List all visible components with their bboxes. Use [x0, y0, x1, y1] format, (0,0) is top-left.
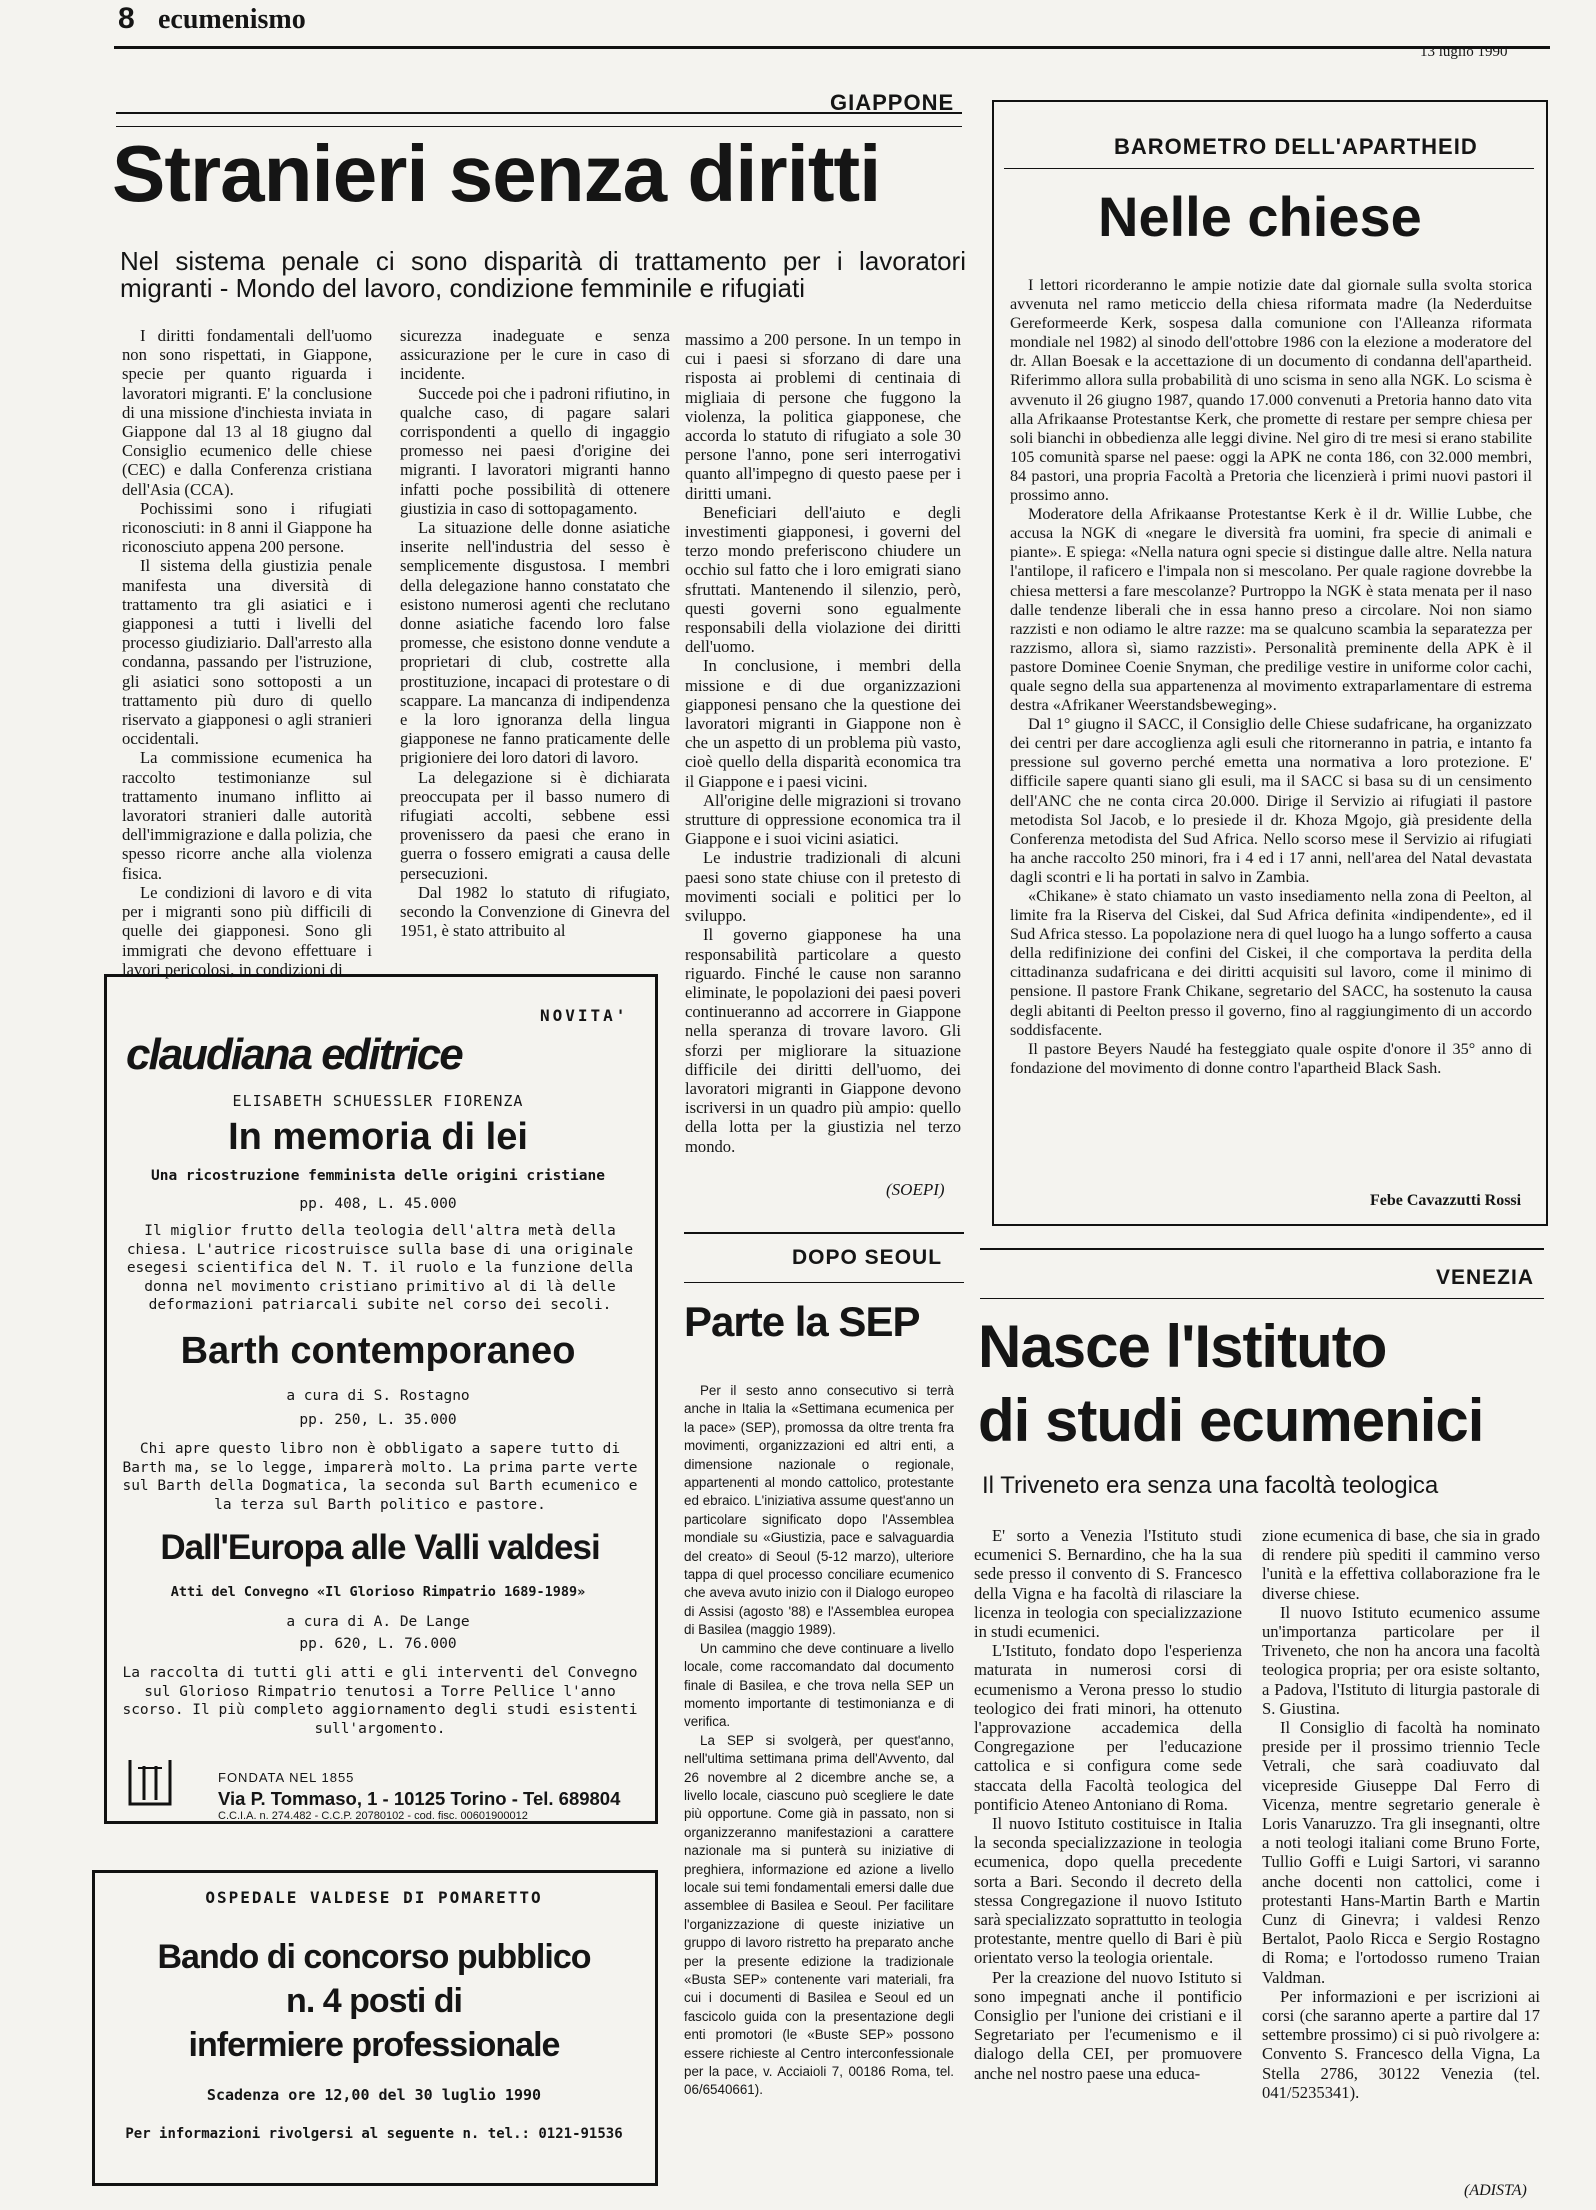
issue-date: 13 luglio 1990	[1420, 44, 1508, 60]
art1-col3-para: In conclusione, i membri della missione e di due organizzazioni giapponesi pensano che la questione dei lavoratori migranti in Giappone non è che un aspetto di un problema più vasto, cioè quello della disparità economica tra il Giappone e i paesi vicini.	[685, 656, 961, 791]
art1-col1-para: I diritti fondamentali dell'uomo non sono rispettati, in Giappone, specie per quanto riguarda i lavoratori migranti. E' la conclusione di una missione d'inchiesta inviata in Giappone dal 13 al 18 giugno dal Consiglio ecumenico delle chiese (CEC) e dalla Conferenza cristiana dell'Asia (CCA).	[122, 326, 372, 499]
ad1-book1-desc: Il miglior frutto della teologia dell'altra metà della chiesa. L'autrice ricostruisce sulla base di una originale esegesi scientifica del N. T. il ruolo e la funzione della donna nel movimento cristiano primitivo al di là delle deformazioni patriarcali subite nel corso dei secoli.	[126, 1223, 634, 1313]
art2-para: Il pastore Beyers Naudé ha festeggiato quale ospite d'onore il 35° anno di fondazione del movimento di donne contro l'apartheid Black Sash.	[1010, 1039, 1532, 1077]
art1-col3-para: Il governo giapponese ha una responsabilità particolare a questo riguardo. Finché le cause non saranno eliminate, le popolazioni dei paesi poveri continueranno ad accorrere in Giappone nella speranza di trovare lavoro. Gli sforzi per migliorare la situazione difficile dei diritti dell'uomo, dei lavoratori migranti in Giappone devono iscriversi in un quadro più ampio: quello della lotta per la giustizia nel terzo mondo.	[685, 925, 961, 1156]
art4-col1-para: Per la creazione del nuovo Istituto si sono impegnati anche il pontificio Consiglio per l'unione dei cristiani e il Segretariato per l'ecumenismo e il dialogo della CEI, per promuovere anche nel nostro paese una educa-	[974, 1967, 1242, 2083]
art1-col3-para: Le industrie tradizionali di alcuni paesi sono state chiuse con il pretesto di movimenti sociali e politici per lo sviluppo.	[685, 848, 961, 926]
art1-col1-para: Pochissimi sono i rifugiati riconosciuti: in 8 anni il Giappone ha riconosciuto appena 200 persone.	[122, 498, 372, 557]
ad1-address: Via P. Tommaso, 1 - 10125 Torino - Tel. 689804	[218, 1788, 621, 1809]
ad1-book1-subtitle: Una ricostruzione femminista delle origini cristiane	[151, 1168, 605, 1184]
ad1-book2-pages: pp. 250, L. 35.000	[299, 1412, 457, 1428]
art3-para: Un cammino che deve continuare a livello locale, come raccomandato dal documento finale di Basilea, e che trova nella SEP un momento importante di testimonianza e di verifica.	[684, 1640, 954, 1730]
ad1-novita: NOVITA'	[540, 1006, 629, 1025]
art1-col1-para: Il sistema della giustizia penale manifesta una diversità di trattamento tra gli asiatici e i giapponesi a tutti i livelli del processo giudiziario. Dall'arresto alla condanna, passando per l'istruzione, gli asiatici sono sottoposti a un trattamento più duro di quello riservato a giapponesi o agli stranieri occidentali.	[122, 556, 372, 749]
ad2-deadline: Scadenza ore 12,00 del 30 luglio 1990	[206, 2086, 542, 2104]
art2-para: Moderatore della Afrikaanse Protestantse Kerk è il dr. Willie Lubbe, che accusa la NGK di «negare le diversità fra uomini, fra specie di animali e piante». E spiega: «Nella natura ogni specie si distingue dalle altre. Nella natura l'antilope, il raficero e l'impala non si mescolano. Per quale ragione dovrebbe la chiesa mettersi a fare mescolanze? Purtroppo la NGK è stata menata per il naso dalle tendenze liberali che in essa hanno preso a circolare. Noi non siamo razzisti e non odiamo le altre razze: ma se qualcuno scambia la separatezza per razzismo, allora sì, siamo razzisti». Personalità preminente della APK è il pastore Dominee Coenie Snyman, che predilige vestire in uniforme color cachi, quale segno della sua appartenenza al movimento extraparlamentare di estrema destra «Afrikaner Weerstandsbeweging».	[1010, 505, 1532, 715]
art4-col1	[974, 1526, 1242, 2083]
art3-title: Parte la SEP	[684, 1298, 920, 1345]
ad1-book2-editor: a cura di S. Rostagno	[286, 1388, 470, 1404]
art1-col2-para: Dal 1982 lo statuto di rifugiato, secondo la Convenzione di Ginevra del 1951, è stato attribuito al	[400, 882, 670, 941]
ad1-book1-pages: pp. 408, L. 45.000	[299, 1196, 457, 1212]
ad1-book2-desc: Chi apre questo libro non è obbligato a sapere tutto di Barth ma, se lo legge, imparerà molto. La prima parte verte sul Barth della Dogmatica, la seconda sul Barth ecumenico e la terza sul Barth politico e pastore.	[122, 1441, 638, 1513]
art2-title: Nelle chiese	[1098, 185, 1422, 248]
art1-credit: (SOEPI)	[886, 1180, 945, 1199]
art1-col3-para: Beneficiari dell'aiuto e degli investimenti giapponesi, i governi del terzo mondo preferiscono chiudere un occhio sul fatto che i loro emigrati siano sfruttati. Mantenendo il silenzio, però, questi governi sono egualmente responsabili della violazione dei diritti dell'uomo.	[685, 502, 961, 657]
art1-col3	[685, 330, 961, 1156]
art1-col2-para: La situazione delle donne asiatiche inserite nell'industria del sesso è semplicemente disgustosa. I membri della delegazione hanno constatato che esistono numerosi agenti che reclutano donne asiatiche facendo loro false promesse, che esistono donne vendute a proprietari di club, costrette alla prostituzione, incapaci di protestare o di scappare. La mancanza di indipendenza e la loro ignoranza della lingua giapponese ne fanno praticamente delle prigioniere dei loro datori di lavoro.	[400, 518, 670, 768]
ad1-book3-subtitle: Atti del Convegno «Il Glorioso Rimpatrio 1689-1989»	[170, 1584, 586, 1600]
art1-col1	[122, 326, 372, 979]
art3-kicker-rule	[684, 1282, 964, 1283]
art1-col3-para: All'origine delle migrazioni si trovano strutture di oppressione economica tra il Giappone e i suoi vicini asiatici.	[685, 790, 961, 849]
art4-title-line1: Nasce l'Istituto	[978, 1313, 1387, 1380]
art4-col1-para: L'Istituto, fondato dopo l'esperienza maturata in numerosi corsi di ecumenismo a Verona presso lo studio teologico dei frati minori, ha ottenuto l'approvazione accademica della Congregazione per l'educazione cattolica e si configura come sede staccata della Facoltà teologica del pontificio Ateneo Antoniano di Roma.	[974, 1641, 1242, 1814]
claudiana-logo: claudiana editrice	[126, 1030, 462, 1079]
ad1-book3-title: Dall'Europa alle Valli valdesi	[160, 1528, 600, 1567]
header-rule	[114, 46, 1550, 49]
art3-body	[684, 1382, 954, 2100]
art4-col2-para: zione ecumenica di base, che sia in grado di rendere più spediti il cammino verso l'unità e la effettiva collaborazione fra le diverse chiese.	[1262, 1526, 1540, 1603]
art4-col2	[1262, 1526, 1540, 2102]
art1-kicker-rule	[116, 126, 962, 127]
art2-kicker-rule	[1004, 168, 1534, 169]
art2-author: Febe Cavazzutti Rossi	[1370, 1192, 1522, 1209]
art3-kicker: DOPO SEOUL	[792, 1246, 943, 1269]
art1-col2-para: Succede poi che i padroni rifiutino, in qualche caso, di pagare salari corrispondenti a quello di ingaggio promesso nei paesi d'origine dei migranti. I lavoratori migranti hanno infatti poche possibilità di ottenere giustizia in caso di sottopagamento.	[400, 383, 670, 518]
ad1-book2-title: Barth contemporaneo	[180, 1330, 576, 1372]
ad2-info: Per informazioni rivolgersi al seguente n. tel.: 0121-91536	[125, 2126, 623, 2142]
art4-col2-para: Il nuovo Istituto ecumenico assume un'importanza particolare per il Triveneto, che non ha ancora una facoltà teologica propria; per ora esiste soltanto, a Padova, l'Istituto di liturgia pastorale di S. Giustina.	[1262, 1602, 1540, 1718]
art2-para: Dal 1° giugno il SACC, il Consiglio delle Chiese sudafricane, ha organizzato dei centri per dare accoglienza agli esuli che ritorneranno in patria, e intanto fa pressione sul governo perché emetta una normativa a loro protezione. E' difficile sapere quanti siano gli esuli, ma il SACC si basa su di un censimento dell'ANC che ne conta circa 20.000. Dirige il Servizio ai rifugiati il pastore metodista Sol Jacob, e lo presiede il dr. Khoza Mgojo, già presidente della Conferenza metodista del Sud Africa. Nello scorso mese il Servizio ai rifugiati ha anche raccolto 250 minori, fra i 4 ed i 17 anni, nell'area del Natal devastata dagli scontri e li ha portati in salvo in Zambia.	[1010, 715, 1532, 886]
ad1-book3-editor: a cura di A. De Lange	[286, 1614, 470, 1630]
art2-para: I lettori ricorderanno le ampie notizie date dal giornale sulla svolta storica avvenuta nel ramo meticcio della chiesa riformata madre (la Nederduitse Gereformeerde Kerk, sospesa dalla comunione con l'Alleanza riformata mondiale nel 1982) al sinodo dell'ottobre 1986 con la elezione a moderatore del dr. Allan Boesak e la accettazione di un documento di condanna dell'apartheid. Riferimmo allora sulla probabilità di uno scisma in seno alla NGK. Lo scisma è avvenuto il 26 giugno 1987, quando 17.000 convenuti a Pretoria hanno dato vita alla Afrikaanse Protestantse Kerk, che promette di restare per sempre chiesa per soli bianchi in obbedienza alle leggi divine. Nel giro di tre mesi si erano stabilite 105 comunità sparse nel paese: oggi la APK ne conta 186, con 32.000 membri, 84 pastori, una propria Facoltà a Pretoria che licenzierà i primi nuovi pastori il prossimo anno.	[1010, 276, 1532, 505]
ad1-founded: FONDATA NEL 1855	[218, 1770, 355, 1785]
art4-top-rule	[980, 1248, 1544, 1250]
art4-col2-para: Il Consiglio di facoltà ha nominato preside per il prossimo triennio Tecle Vetrali, che sarà coadiuvato dal vicepreside Giuseppe Dal Ferro di Vicenza, mentre segretario generale è Loris Vanaruzzo. Tra gli insegnanti, oltre a noti teologi italiani come Bruno Forte, Tullio Goffi e Luigi Sartori, vi saranno anche docenti non cattolici, come i protestanti Hans-Martin Barth e Martin Cunz di Ginevra; i valdesi Renzo Bertalot, Paolo Ricca e Sergio Rostagno di Roma; e l'ortodosso rumeno Traian Valdman.	[1262, 1718, 1540, 1987]
art1-col2-para: La delegazione si è dichiarata preoccupata per il basso numero di rifugiati accolti, sebbene essi provenissero da paesi che erano in guerra o fossero emigrati a causa delle persecuzioni.	[400, 767, 670, 883]
ad1-book3-pages: pp. 620, L. 76.000	[299, 1636, 457, 1652]
art4-kicker-rule	[980, 1298, 1544, 1299]
ad1-book1-title: In memoria di lei	[228, 1116, 528, 1158]
claudiana-emblem	[124, 1756, 176, 1808]
art1-col2	[400, 326, 670, 941]
ad1-book1-author: ELISABETH SCHUESSLER FIORENZA	[232, 1092, 524, 1110]
art4-credit: (ADISTA)	[1464, 2182, 1527, 2199]
ad2-line1: Bando di concorso pubblico	[157, 1938, 591, 1976]
art1-col2-para: sicurezza inadeguate e senza assicurazione per le cure in caso di incidente.	[400, 326, 670, 384]
art2-kicker: BAROMETRO DELL'APARTHEID	[1114, 134, 1478, 159]
page-number: 8	[118, 2, 135, 35]
art4-col1-para: Il nuovo Istituto costituisce in Italia la seconda specializzazione in teologia ecumenica, dopo quella precedente sorta a Bari. Secondo il decreto della stessa Congregazione il nuovo Istituto sarà specializzato soprattutto in teologia protestante, mentre quello di Bari è più orientato verso la teologia orientale.	[974, 1814, 1242, 1968]
art3-para: Per il sesto anno consecutivo si terrà anche in Italia la «Settimana ecumenica per la pace» (SEP), promossa da oltre trenta fra movimenti, organizzazioni ed altri enti, a dimensione nazionale o regionale, appartenenti al mondo cattolico, protestante ed ebraico. L'iniziativa assume quest'anno un particolare significato dopo l'Assemblea mondiale su «Giustizia, pace e salvaguardia del creato» di Seoul (5-12 marzo), ulteriore tappa di quel processo conciliare ecumenico che aveva avuto inizio con il Dialogo europeo di Assisi (agosto '88) e l'Assemblea europea di Basilea (maggio 1989).	[684, 1383, 954, 1638]
ad2-line2: n. 4 posti di	[286, 1982, 462, 2020]
art4-col2-para: Per informazioni e per iscrizioni ai corsi (che saranno aperte a partire dal 17 settembre prossimo) ci si può rivolgere a: Convento S. Francesco della Vigna, La Stella 2786, 30122 Venezia (tel. 041/5235341).	[1262, 1986, 1540, 2102]
art2-para: «Chikane» è stato chiamato un vasto insediamento nella zona di Peelton, al limite fra la Riserva del Ciskei, dal Sud Africa definita «indipendente», ed il Sud Africa stesso. La popolazione nera di quel luogo ha a lungo sofferto a causa della redifinizione dei confini del Ciskei, il che comportava la perdita della cittadinanza sudafricana e dei diritti acquisiti sul lavoro, come il minimo di pensione. Il pastore Frank Chikane, segretario del SACC, ha sostenuto la causa degli abitanti di Peelton presso il governo, fino al raggiungimento di un accordo soddisfacente.	[1010, 887, 1532, 1039]
ad1-book3-desc: La raccolta di tutti gli atti e gli interventi del Convegno sul Glorioso Rimpatrio tenutosi a Torre Pellice l'anno scorso. Il più completo aggiornamento degli studi esistenti sull'argomento.	[122, 1665, 638, 1737]
art1-subtitle: Nel sistema penale ci sono disparità di trattamento per i lavoratori migranti - Mondo del lavoro, condizione femminile e rifugiati	[120, 246, 966, 303]
art1-col1-para: Le condizioni di lavoro e di vita per i migranti sono più difficili di quelle dei giapponesi. Sono gli immigrati che devono effettuare i lavori pericolosi, in condizioni di	[122, 882, 372, 979]
art1-col3-para: massimo a 200 persone. In un tempo in cui i paesi si sforzano di dare una risposta ai problemi di centinaia di migliaia di persone che fuggono la violenza, la politica giapponese, che accorda lo statuto di rifugiato a sole 30 persone l'anno, pone seri interrogativi quanto all'impegno di questo paese per i diritti umani.	[685, 330, 961, 503]
ad1-codes: C.C.I.A. n. 274.482 - C.C.P. 20780102 - cod. fisc. 00601900012	[218, 1810, 528, 1822]
art4-kicker: VENEZIA	[1436, 1266, 1535, 1289]
claudiana-emblem-icon	[124, 1756, 176, 1808]
ad2-org: OSPEDALE VALDESE DI POMARETTO	[205, 1888, 543, 1907]
art4-subtitle: Il Triveneto era senza una facoltà teologica	[982, 1472, 1439, 1499]
art1-title: Stranieri senza diritti	[112, 129, 881, 218]
ad2-line3: infermiere professionale	[188, 2026, 560, 2064]
art3-top-rule	[684, 1232, 964, 1234]
art1-kicker: GIAPPONE	[830, 90, 955, 115]
section-title: ecumenismo	[158, 4, 306, 35]
art4-title-line2: di studi ecumenici	[978, 1387, 1484, 1454]
art4-col1-para: E' sorto a Venezia l'Istituto studi ecumenici S. Bernardino, che ha la sua sede presso il convento di S. Francesco della Vigna e ha facoltà di rilasciare la licenza in teologia con specializzazione in studi ecumenici.	[974, 1526, 1242, 1642]
art1-col1-para: La commissione ecumenica ha raccolto testimonianze sul trattamento inumano inflitto ai lavoratori stranieri dalle autorità dell'immigrazione e dalla polizia, che spesso ricorre anche alla violenza fisica.	[122, 748, 372, 883]
art3-para: La SEP si svolgerà, per quest'anno, nell'ultima settimana prima dell'Avvento, dal 26 novembre al 2 dicembre anche se, a livello locale, ciascuno può scegliere le date più opportune. Come già in passato, non si organizzeranno manifestazioni a carattere nazionale ma si punterà su iniziative di preghiera, informazione ed azione a livello locale sui temi fondamentali emersi dalle due assemblee di Basilea e Seoul. Per facilitare l'organizzazione di queste iniziative un gruppo di lavoro ristretto ha preparato anche per la presente edizione la tradizionale «Busta SEP» contenente vari materiali, fra cui i documenti di Basilea e Seoul ed un fascicolo guida con la presentazione degli enti promotori (le «Buste SEP» possono essere richieste al Centro interconfessionale per la pace, v. Acciaioli 7, 00186 Roma, tel. 06/6540661).	[684, 1732, 954, 2098]
art2-body	[1010, 276, 1532, 1078]
